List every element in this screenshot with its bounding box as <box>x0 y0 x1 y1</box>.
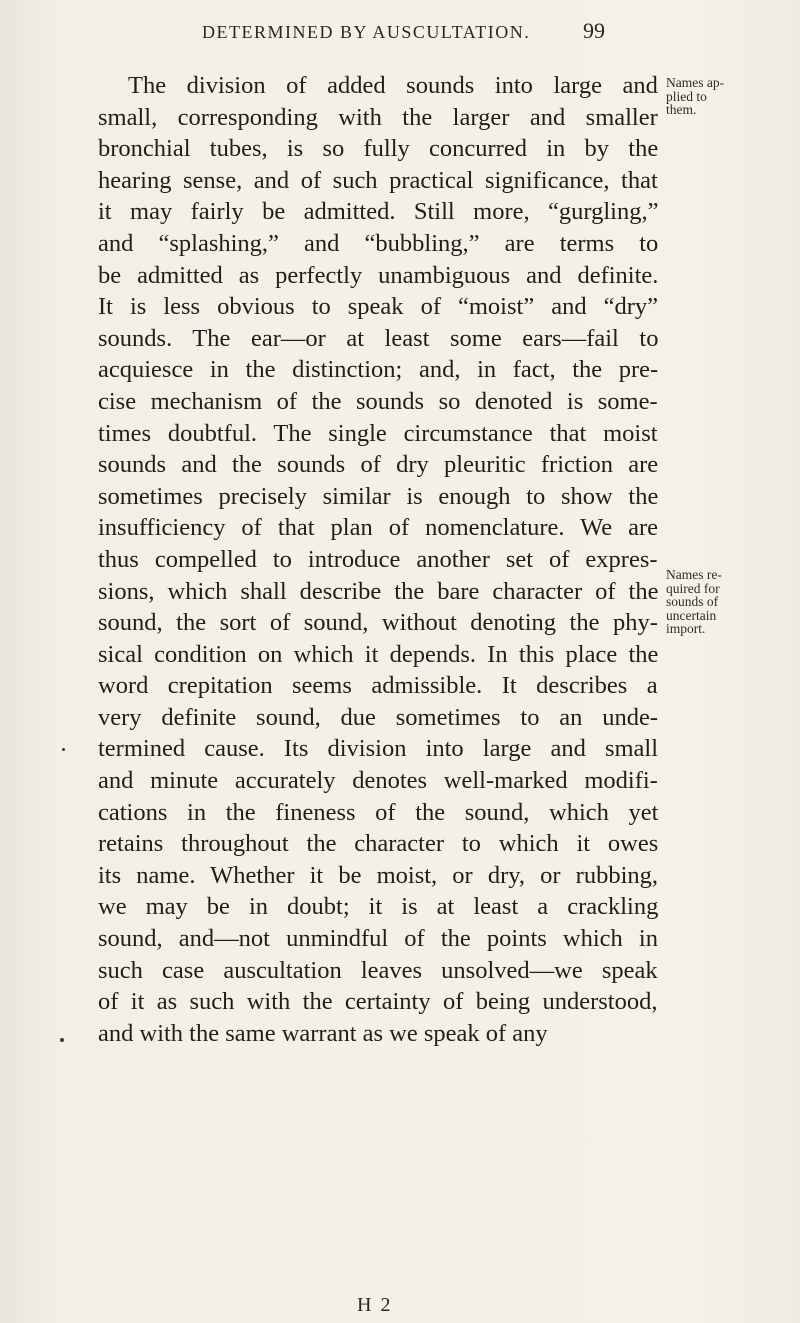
text-line: thus compelled to introduce another set of expres- <box>98 545 658 573</box>
text-line: The division of added sounds into large and <box>128 72 658 99</box>
text-line: bronchial tubes, is so fully concurred in by the <box>98 135 659 163</box>
body-text <box>98 70 658 1049</box>
page-header <box>0 14 800 44</box>
text-line: retains throughout the character to which it owes <box>98 830 659 858</box>
text-line: we may be in doubt; it is at least a crackling <box>98 893 659 921</box>
text-line: sical condition on which it depends. In this place the <box>98 640 659 668</box>
text-line: of it as such with the certainty of being understood, <box>98 988 658 1016</box>
marginal-note-names-applied <box>666 76 740 117</box>
signature-mark: H 2 <box>357 1294 393 1316</box>
text-line: sions, which shall describe the bare character of the <box>98 577 659 605</box>
marginal-line: sounds of <box>666 594 719 609</box>
text-line: sometimes precisely similar is enough to show the <box>98 482 659 510</box>
text-line: it may fairly be admitted. Still more, “gurgling,” <box>98 198 659 226</box>
text-line: and “splashing,” and “bubbling,” are terms to <box>98 229 659 257</box>
marginal-note-names-required <box>666 568 740 636</box>
marginal-line: import. <box>666 621 706 636</box>
text-line: sounds and the sounds of dry pleuritic friction are <box>98 451 659 479</box>
text-line: cations in the fineness of the sound, which yet <box>98 798 659 826</box>
text-line: It is less obvious to speak of “moist” and “dry” <box>98 293 659 321</box>
print-speck <box>60 1038 64 1042</box>
text-line: small, corresponding with the larger and smaller <box>98 103 658 131</box>
marginal-line: Names re- <box>666 567 722 582</box>
text-line: insufficiency of that plan of nomenclature. We are <box>98 514 659 542</box>
marginal-line: Names ap- <box>666 75 725 90</box>
text-line: acquiesce in the distinction; and, in fact, the pre- <box>98 356 659 384</box>
marginal-line: plied to <box>666 88 707 104</box>
text-line: be admitted as perfectly unambiguous and definite. <box>98 261 659 289</box>
marginal-line: quired for <box>666 580 720 596</box>
text-line: sounds. The ear—or at least some ears—fail to <box>98 324 659 352</box>
text-line: cise mechanism of the sounds so denoted is some- <box>98 387 658 415</box>
text-line: its name. Whether it be moist, or dry, or rubbing, <box>98 861 659 889</box>
text-line: very definite sound, due sometimes to an unde- <box>98 703 659 731</box>
text-line: termined cause. Its division into large and small <box>98 735 659 763</box>
page-number: 99 <box>583 18 605 43</box>
text-line: and with the same warrant as we speak of any <box>98 1019 548 1047</box>
running-head: DETERMINED BY AUSCULTATION. <box>202 22 531 42</box>
text-line: hearing sense, and of such practical significance, that <box>98 166 658 194</box>
text-line: times doubtful. The single circumstance that moist <box>98 419 658 447</box>
text-line: word crepitation seems admissible. It describes a <box>98 672 658 700</box>
text-line: such case auscultation leaves unsolved—we speak <box>98 956 658 984</box>
text-line: sound, and—not unmindful of the points which in <box>98 925 658 953</box>
text-line: sound, the sort of sound, without denoting the phy- <box>98 609 658 637</box>
print-speck <box>62 748 65 751</box>
marginal-line: them. <box>666 102 697 117</box>
marginal-line: uncertain <box>666 607 717 623</box>
text-line: and minute accurately denotes well-marked modifi- <box>98 767 658 795</box>
